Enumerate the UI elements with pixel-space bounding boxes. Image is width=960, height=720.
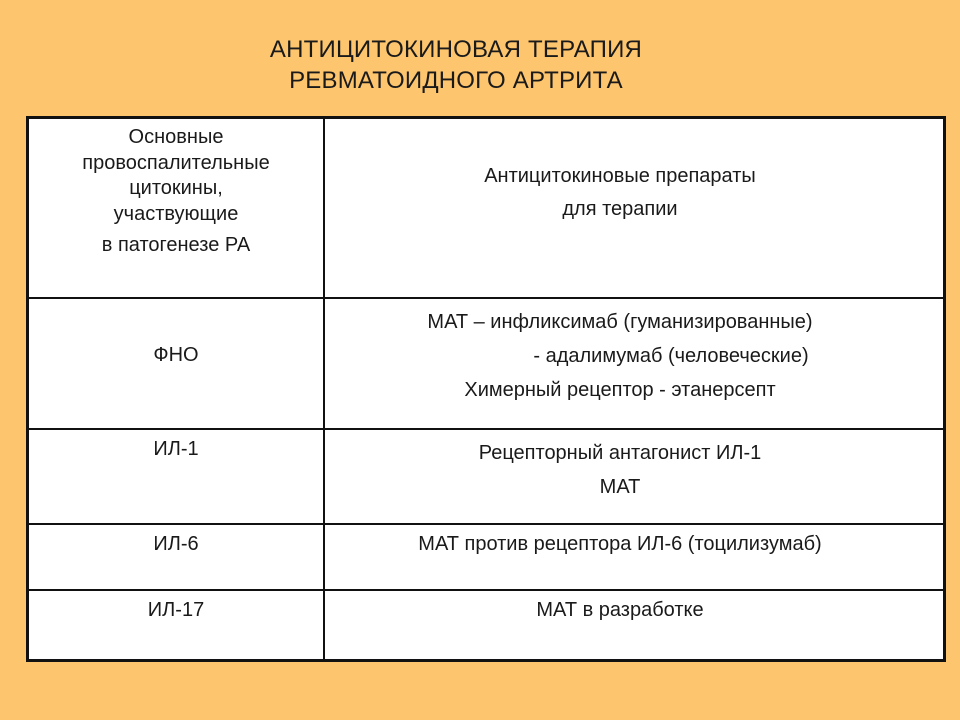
table-row [29,591,943,659]
drug-line: Рецепторный антагонист ИЛ-1 [478,442,762,464]
cytokine-label: ИЛ-6 [153,533,199,555]
drug-line: МАТ [599,476,641,498]
table-row [29,299,943,430]
title-line-1: АНТИЦИТОКИНОВАЯ ТЕРАПИЯ [269,36,643,63]
cytokine-cell [29,430,325,523]
cytokine-label: ФНО [153,344,199,366]
cytokine-cell [29,299,325,428]
cytokine-cell [29,591,325,659]
header-left-line: в патогенезе РА [101,234,251,256]
drugs-cell [325,299,943,428]
drug-line: МАТ в разработке [536,599,704,621]
cytokine-label: ИЛ-1 [153,438,199,460]
header-left-line: Основные [128,126,224,148]
drug-line: Химерный рецептор - этанерсепт [464,379,776,401]
header-cell-drugs [325,119,943,297]
header-left-line: цитокины, [129,177,223,199]
table-row [29,525,943,591]
therapy-table [26,116,946,662]
drugs-cell [325,430,943,523]
header-left-line: провоспалительные [82,151,270,174]
header-right-line: для терапии [562,198,678,220]
drug-line: - адалимумаб (человеческие) [533,345,809,367]
table-row [29,430,943,525]
table-header-row [29,119,943,299]
title-line-2: РЕВМАТОИДНОГО АРТРИТА [289,67,623,94]
drug-line: МАТ против рецептора ИЛ-6 (тоцилизумаб) [418,533,822,555]
drugs-cell [325,525,943,589]
header-left-line: участвующие [113,202,239,225]
header-right-line: Антицитокиновые препараты [484,165,756,187]
drug-line: МАТ – инфликсимаб (гуманизированные) [427,311,813,333]
cytokine-label: ИЛ-17 [147,599,205,621]
slide-title [0,34,912,96]
cytokine-cell [29,525,325,589]
header-cell-cytokines [29,119,325,297]
drugs-cell [325,591,943,659]
